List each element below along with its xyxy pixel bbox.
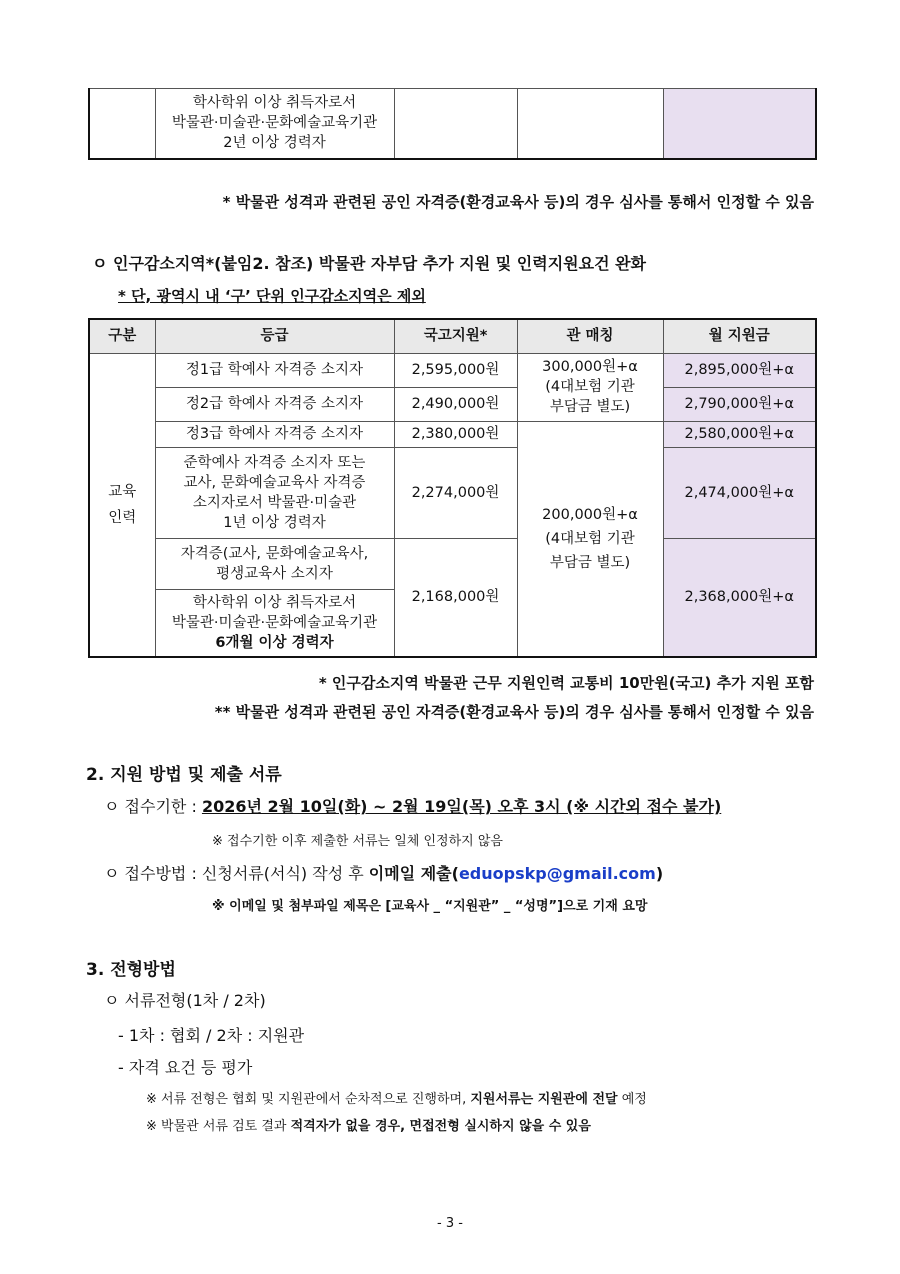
matching-line: (4대보험 기관 — [545, 379, 635, 395]
header-category: 구분 — [89, 319, 155, 353]
email-link[interactable]: eduopskp@gmail.com — [458, 864, 656, 883]
note-bold: 지원서류는 지원관에 전달 — [470, 1092, 618, 1107]
note-certificate-2: ** 박물관 성격과 관련된 공인 자격증(환경교육사 등)의 경우 심사를 통해서 인정할 수 있음 — [214, 703, 814, 721]
screening-item: ㅇ 서류전형(1차 / 2차) — [104, 991, 266, 1010]
matching-cell — [517, 421, 663, 657]
matching-line: (4대보험 기관 — [545, 530, 635, 547]
method-bold: 이메일 제출( — [368, 864, 459, 883]
grade-line: 1년 이상 경력자 — [223, 514, 326, 531]
table-row — [89, 538, 816, 589]
grade-line: 2년 이상 경력자 — [223, 135, 326, 152]
qualification-table-continued — [88, 88, 817, 160]
monthly-cell: 2,474,000원+α — [663, 447, 816, 538]
method-line — [104, 864, 663, 884]
grade-cell — [155, 447, 394, 538]
deadline-value: 2026년 2월 10일(화) ~ 2월 19일(목) 오후 3시 (※ 시간외 접수 불가) — [201, 797, 722, 816]
table-row — [89, 89, 816, 159]
section3-title: 3. 전형방법 — [86, 960, 176, 980]
grade-line: 박물관·미술관·문화예술교육기관 — [171, 614, 378, 631]
grade-line: 준학예사 자격증 소지자 또는 — [183, 454, 366, 471]
section2-title: 2. 지원 방법 및 제출 서류 — [86, 765, 282, 785]
grade-cell — [155, 538, 394, 589]
table-row — [89, 421, 816, 447]
grade-cell: 정1급 학예사 자격증 소지자 — [155, 353, 394, 387]
category-line: 인력 — [108, 509, 137, 526]
screening-note1 — [146, 1090, 647, 1110]
screening-sub1: - 1차 : 협회 / 2차 : 지원관 — [118, 1026, 305, 1045]
monthly-cell: 2,580,000원+α — [663, 421, 816, 447]
national-cell: 2,380,000원 — [394, 421, 517, 447]
table-header-row — [89, 319, 816, 353]
grade-cell: 정2급 학예사 자격증 소지자 — [155, 387, 394, 421]
national-cell: 2,274,000원 — [394, 447, 517, 538]
note-text: ※ 박물관 서류 검토 결과 — [146, 1119, 291, 1134]
matching-line: 300,000원+α — [542, 359, 638, 375]
grade-cell: 정3급 학예사 자격증 소지자 — [155, 421, 394, 447]
depop-support-table — [88, 318, 817, 658]
table-row — [89, 353, 816, 387]
note-text: ※ 서류 전형은 협회 및 지원관에서 순차적으로 진행하며, — [146, 1092, 471, 1107]
method-close: ) — [655, 864, 664, 883]
grade-line: 학사학위 이상 취득자로서 — [192, 594, 357, 611]
matching-line: 부담금 별도) — [549, 399, 631, 415]
category-cell — [89, 353, 155, 657]
depop-heading: ㅇ 인구감소지역*(붙임2. 참조) 박물관 자부담 추가 지원 및 인력지원요건 완화 — [92, 254, 647, 273]
grade-line: 교사, 문화예술교육사 자격증 — [183, 474, 366, 491]
category-cell — [89, 89, 155, 159]
note-transport: * 인구감소지역 박물관 근무 지원인력 교통비 10만원(국고) 추가 지원 포함 — [318, 674, 814, 692]
grade-line: 6개월 이상 경력자 — [215, 634, 334, 651]
deadline-label: ㅇ 접수기한 : — [104, 797, 202, 816]
screening-sub2: - 자격 요건 등 평가 — [118, 1058, 253, 1077]
grade-cell — [155, 89, 394, 159]
monthly-cell: 2,790,000원+α — [663, 387, 816, 421]
header-national: 국고지원* — [394, 319, 517, 353]
method-label: ㅇ 접수방법 : 신청서류(서식) 작성 후 — [104, 864, 369, 883]
depop-sub-note: * 단, 광역시 내 ‘구’ 단위 인구감소지역은 제외 — [118, 287, 426, 305]
monthly-cell — [663, 89, 816, 159]
national-cell: 2,168,000원 — [394, 538, 517, 657]
monthly-cell: 2,895,000원+α — [663, 353, 816, 387]
deadline-note: ※ 접수기한 이후 제출한 서류는 일체 인정하지 않음 — [212, 834, 503, 849]
grade-line: 학사학위 이상 취득자로서 — [192, 95, 357, 112]
matching-cell — [517, 89, 663, 159]
screening-note2 — [146, 1117, 591, 1137]
grade-line: 자격증(교사, 문화예술교육사, — [180, 545, 369, 562]
header-monthly: 월 지원금 — [663, 319, 816, 353]
note-bold: 적격자가 없을 경우, 면접전형 실시하지 않을 수 있음 — [290, 1119, 591, 1134]
matching-line: 200,000원+α — [542, 506, 638, 523]
table-row — [89, 447, 816, 538]
note-text: 예정 — [617, 1092, 647, 1107]
monthly-cell: 2,368,000원+α — [663, 538, 816, 657]
page-number: - 3 - — [437, 1216, 463, 1231]
header-matching: 관 매칭 — [517, 319, 663, 353]
national-cell: 2,595,000원 — [394, 353, 517, 387]
note-certificate: * 박물관 성격과 관련된 공인 자격증(환경교육사 등)의 경우 심사를 통해서 인정할 수 있음 — [222, 193, 814, 211]
category-line: 교육 — [108, 483, 137, 500]
method-note: ※ 이메일 및 첨부파일 제목은 [교육사 _ “지원관” _ “성명”]으로 기재 요망 — [212, 899, 648, 914]
matching-cell — [517, 353, 663, 421]
deadline-line — [104, 797, 721, 817]
national-cell — [394, 89, 517, 159]
national-cell: 2,490,000원 — [394, 387, 517, 421]
grade-line: 박물관·미술관·문화예술교육기관 — [171, 115, 378, 132]
matching-line: 부담금 별도) — [549, 554, 631, 571]
grade-line: 평생교육사 소지자 — [216, 565, 333, 582]
grade-cell — [155, 589, 394, 657]
header-grade: 등급 — [155, 319, 394, 353]
grade-line: 소지자로서 박물관·미술관 — [192, 494, 357, 511]
table-row — [89, 387, 816, 421]
